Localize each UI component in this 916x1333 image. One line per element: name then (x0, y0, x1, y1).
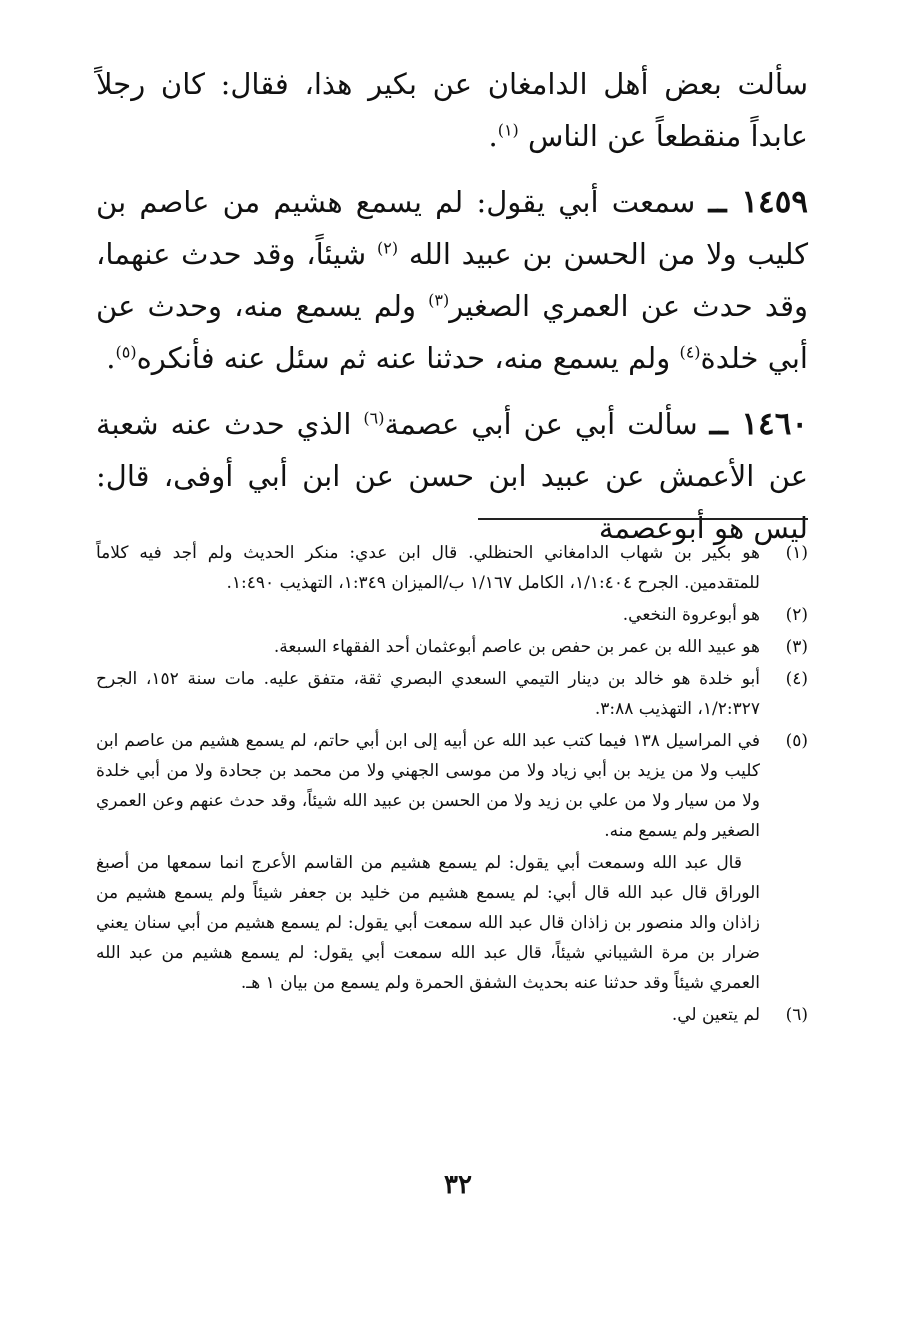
paragraph-text: ولم يسمع منه، وحدث عن أبي خلدة (96, 289, 808, 375)
footnote-mark: (١) (785, 543, 808, 563)
paragraph-text: سمعت أبي يقول: لم يسمع هشيم من عاصم بن كليب ولا من الحسن بن عبيد الله (96, 185, 808, 271)
footnote-ref: (٢) (376, 238, 399, 258)
footnote-3 (96, 632, 808, 662)
footnote-text: في المراسيل ١٣٨ فيما كتب عبد الله عن أبيه إلى ابن أبي حاتم، لم يسمع هشيم من عاصم ابن كليب ولا من يزيد بن أبي زياد ولا من موسى الجهني ولا من محمد بن جحادة ولا من أبي خلدة ولا من سيار ولا من علي بن زيد ولا من الحسن بن عبيد الله شيئاً، وقد حدث عنهم وعن العمري الصغير ولم يسمع منه. (96, 731, 761, 841)
page-number: ٣٢ (444, 1170, 472, 1200)
footnote-text: لم يتعين لي. (671, 1005, 760, 1025)
footnote-2 (96, 600, 808, 630)
entry-1459 (96, 176, 808, 384)
footnote-6 (96, 1000, 808, 1030)
period: . (488, 119, 498, 153)
footnote-mark: (٢) (785, 605, 808, 625)
paragraph-text: شيئاً، وقد حدث عنهما، وقد حدث عن العمري الصغير (96, 237, 808, 323)
footnote-text: هو أبوعروة النخعي. (622, 605, 760, 625)
footnote-separator (478, 518, 808, 520)
entry-number: ١٤٥٩ ــ (708, 184, 808, 220)
footnote-mark: (٦) (785, 1005, 808, 1025)
footnote-mark: (٣) (785, 637, 808, 657)
footnote-mark: (٤) (785, 669, 808, 689)
footnote-ref: (٦) (363, 408, 385, 428)
footnote-ref: (٣) (428, 290, 450, 310)
footnotes (96, 538, 808, 1032)
paragraph-text: الذي حدث عنه شعبة عن الأعمش عن عبيد ابن حسن عن ابن أبي أوفى، قال: ليس هو أبوعصمة (96, 407, 809, 545)
footnote-mark (760, 848, 808, 998)
footnote-text: هو بكير بن شهاب الدامغاني الحنظلي. قال ابن عدي: منكر الحديث ولم أجد فيه كلاماً للمتقدمين. الجرح ١/١:٤٠٤، الكامل ١/١٦٧ ب/الميزان ١:٣٤٩، التهذيب ١:٤٩٠. (96, 543, 760, 593)
entry-1460 (96, 398, 808, 554)
paragraph-1 (96, 58, 808, 162)
footnote-text: قال عبد الله وسمعت أبي يقول: لم يسمع هشيم من القاسم الأعرج انما سمعها من أصبغ الوراق قال عبد الله قال أبي: لم يسمع هشيم من خليد بن جعفر شيئاً ولم يسمع هشيم من زاذان والد منصور بن زاذان قال عبد الله سمعت أبي يقول: لم يسمع هشيم من أبي سنان يعني ضرار بن مرة الشيباني شيئاً، قال عبد الله سمعت أبي يقول: لم يسمع هشيم من عبد الله العمري شيئاً وقد حدثنا عنه بحديث الشفق الحمرة ولم يسمع من بيان ١ هـ. (96, 853, 760, 993)
period: . (106, 341, 116, 375)
main-text (96, 58, 808, 554)
entry-number: ١٤٦٠ ــ (709, 406, 809, 442)
footnote-5 (96, 726, 808, 846)
footnote-5-continued (96, 848, 808, 998)
footnote-ref: (٥) (115, 342, 137, 362)
footnote-text: أبو خلدة هو خالد بن دينار التيمي السعدي البصري ثقة، متفق عليه. مات سنة ١٥٢، الجرح ١/٢:٣٢٧، التهذيب ٣:٨٨. (96, 669, 761, 719)
paragraph-text: ولم يسمع منه، حدثنا عنه ثم سئل عنه فأنكره (136, 341, 671, 375)
footnote-4 (96, 664, 808, 724)
footnote-mark: (٥) (785, 731, 808, 751)
paragraph-text: سألت أبي عن أبي عصمة (384, 407, 698, 441)
paragraph-text: سألت بعض أهل الدامغان عن بكير هذا، فقال: كان رجلاً عابداً منقطعاً عن الناس (96, 67, 808, 153)
footnote-ref: (٤) (679, 342, 701, 362)
footnote-text: هو عبيد الله بن عمر بن حفص بن عاصم أبوعثمان أحد الفقهاء السبعة. (273, 637, 760, 657)
footnote-ref: (١) (497, 120, 519, 140)
footnote-1 (96, 538, 808, 598)
